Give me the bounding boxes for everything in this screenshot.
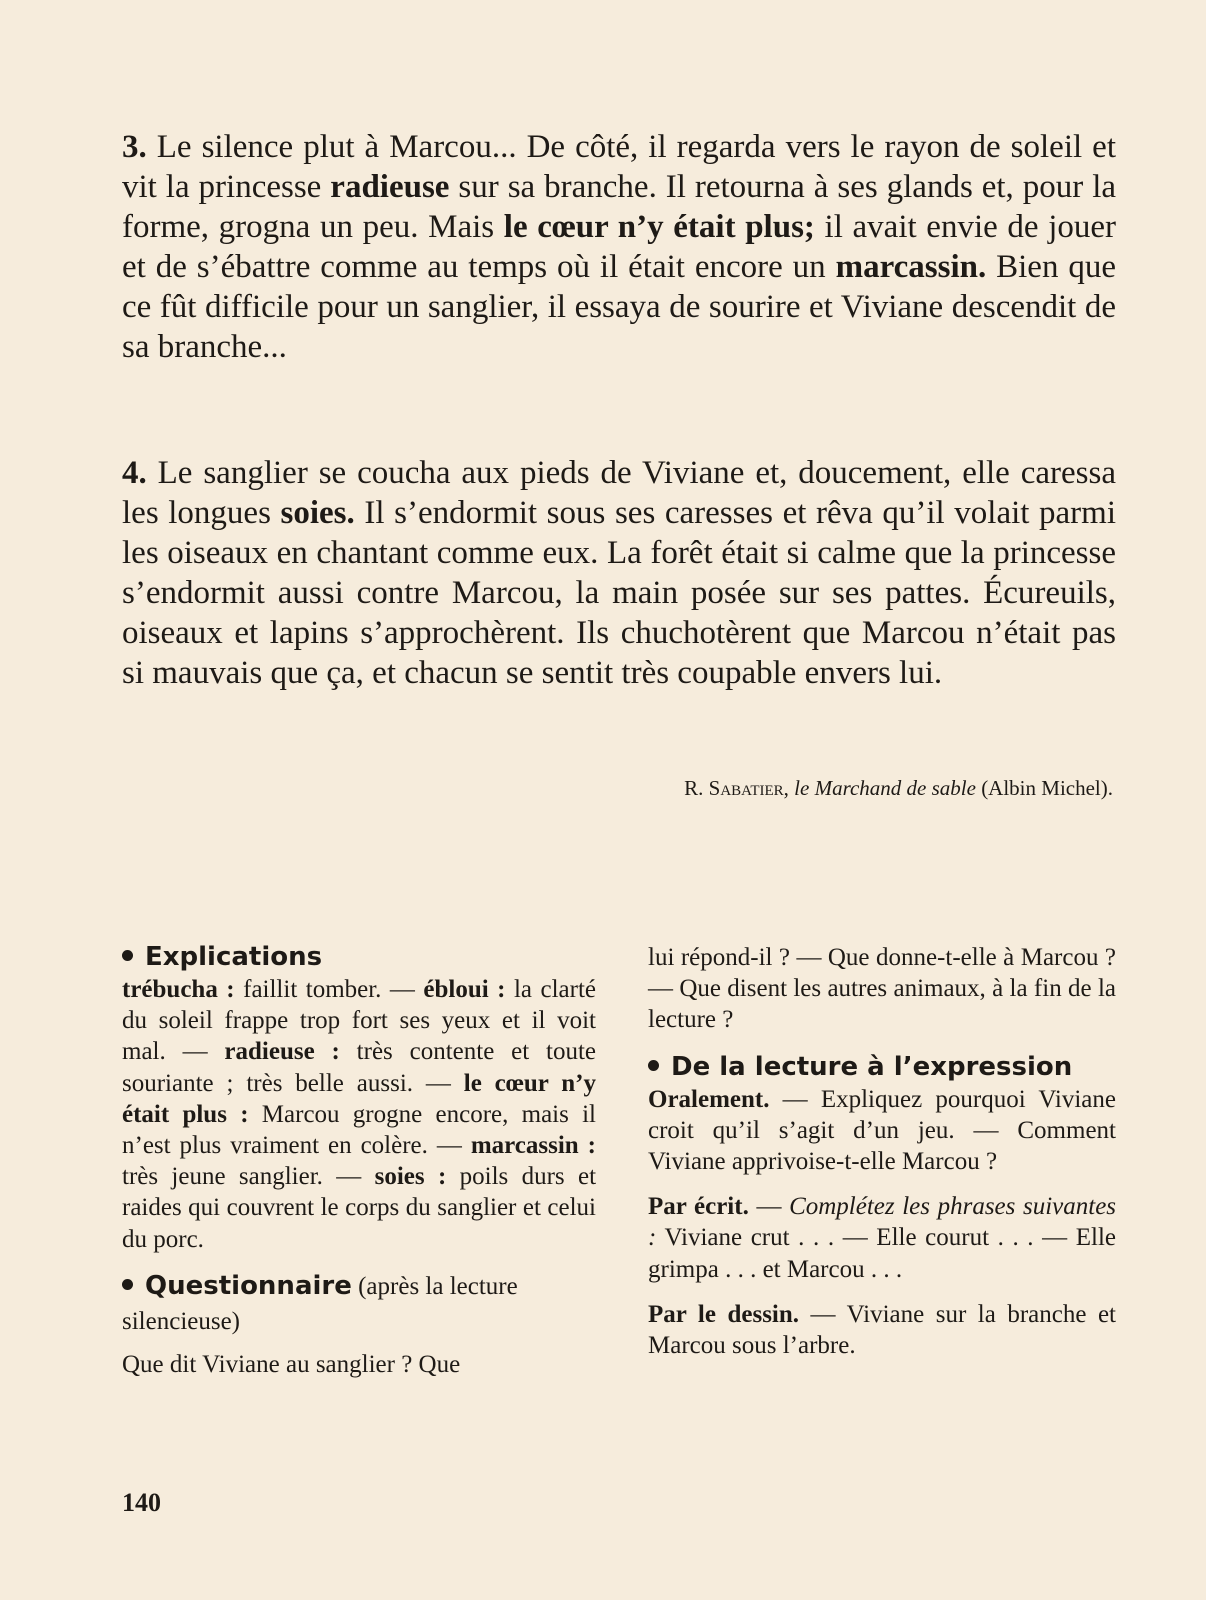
passage-4 xyxy=(122,453,1116,693)
drawing-exercise: Par le dessin. — Viviane sur la branche et Marcou sous l’arbre. xyxy=(648,1300,1117,1360)
gloss-term: soies : xyxy=(374,1163,447,1191)
credit-title: le Marchand de sable xyxy=(794,776,976,800)
passage-3 xyxy=(122,127,1116,367)
questionnaire-text: Que dit Viviane au sanglier ? Que xyxy=(122,1350,461,1378)
passage-text: il avait envie de jouer et de s’ébattre comme au temps où il était encore un xyxy=(122,209,1116,285)
passage-number: 4. xyxy=(122,455,147,491)
gloss-term: marcassin : xyxy=(470,1132,596,1160)
vocab-term: radieuse xyxy=(330,169,450,205)
oral-exercise: Oralement. — Expliquez pourquoi Viviane croit qu’il s’agit d’un jeu. — Comment Viviane apprivoise-t-elle Marcou ? xyxy=(648,1085,1116,1176)
gloss-def: poils durs et raides qui couvrent le corps du sanglier et celui du porc. xyxy=(122,1163,597,1253)
passage-text: Le sanglier se coucha aux pieds de Viviane et, doucement, elle caressa les longues xyxy=(122,455,1116,531)
passage-text: Le silence plut à Marcou... De côté, il regarda vers le rayon de soleil et vit la princesse xyxy=(122,129,1116,205)
written-exercise: Par écrit. — Complétez les phrases suivantes : Viviane crut . . . — Elle courut . . . — Elle grimpa . . . et Marcou . . . xyxy=(648,1193,1117,1283)
vocab-term: soies. xyxy=(280,495,355,531)
vocab-term: le cœur n’y était plus; xyxy=(503,209,815,245)
questionnaire-heading: Questionnaire (après la lecture silencieuse) xyxy=(122,1270,518,1335)
credit-publisher: (Albin Michel). xyxy=(981,776,1113,800)
right-column xyxy=(648,942,1116,1361)
bullet-icon xyxy=(122,1279,133,1290)
left-column xyxy=(122,940,596,1380)
gloss-term: ébloui : xyxy=(423,976,506,1003)
explications-list xyxy=(122,974,596,1255)
passage-number: 3. xyxy=(122,129,147,165)
passage-text: Il s’endormit sous ses caresses et rêva qu’il volait parmi les oiseaux en chantant comme eux. La forêt était si calme que la princesse s’endormit aussi contre Marcou, la main posée sur ses pattes. Écureuils, oiseaux et lapins s’approchèrent. Ils chuchotèrent que Marcou n’était pas si mauvais que ça, et chacun se sentit très coupable envers lui. xyxy=(122,495,1116,691)
gloss-def: faillit tomber. — xyxy=(234,976,424,1003)
gloss-def: Marcou grogne encore, mais il n’est plus vraiment en colère. — xyxy=(122,1100,596,1160)
gloss-term: trébucha : xyxy=(122,976,235,1003)
questionnaire-continued: lui répond-il ? — Que donne-t-elle à Marcou ? — Que disent les autres animaux, à la fin de la lecture ? xyxy=(648,944,1116,1034)
gloss-def: la clarté du soleil frappe trop fort ses yeux et il voit mal. — xyxy=(122,976,597,1066)
page-number: 140 xyxy=(122,1488,161,1517)
bullet-icon xyxy=(122,950,133,961)
expression-heading: De la lecture à l’expression xyxy=(648,1050,1116,1084)
gloss-term: le cœur n’y était plus : xyxy=(122,1069,596,1128)
bullet-icon xyxy=(648,1060,659,1071)
credit-author: R. Sabatier, xyxy=(684,776,789,800)
gloss-def: très contente et toute souriante ; très belle aussi. — xyxy=(122,1038,596,1097)
passage-text: Bien que ce fût difficile pour un sanglier, il essaya de sourire et Viviane descendit de sa branche... xyxy=(122,249,1116,365)
source-credit xyxy=(684,776,1113,801)
explications-heading: Explications xyxy=(122,940,596,974)
passage-text: sur sa branche. Il retourna à ses glands et, pour la forme, grogna un peu. Mais xyxy=(122,169,1117,245)
vocab-term: marcassin. xyxy=(835,249,987,285)
gloss-def: très jeune sanglier. — xyxy=(122,1163,375,1191)
gloss-term: radieuse : xyxy=(224,1038,340,1066)
